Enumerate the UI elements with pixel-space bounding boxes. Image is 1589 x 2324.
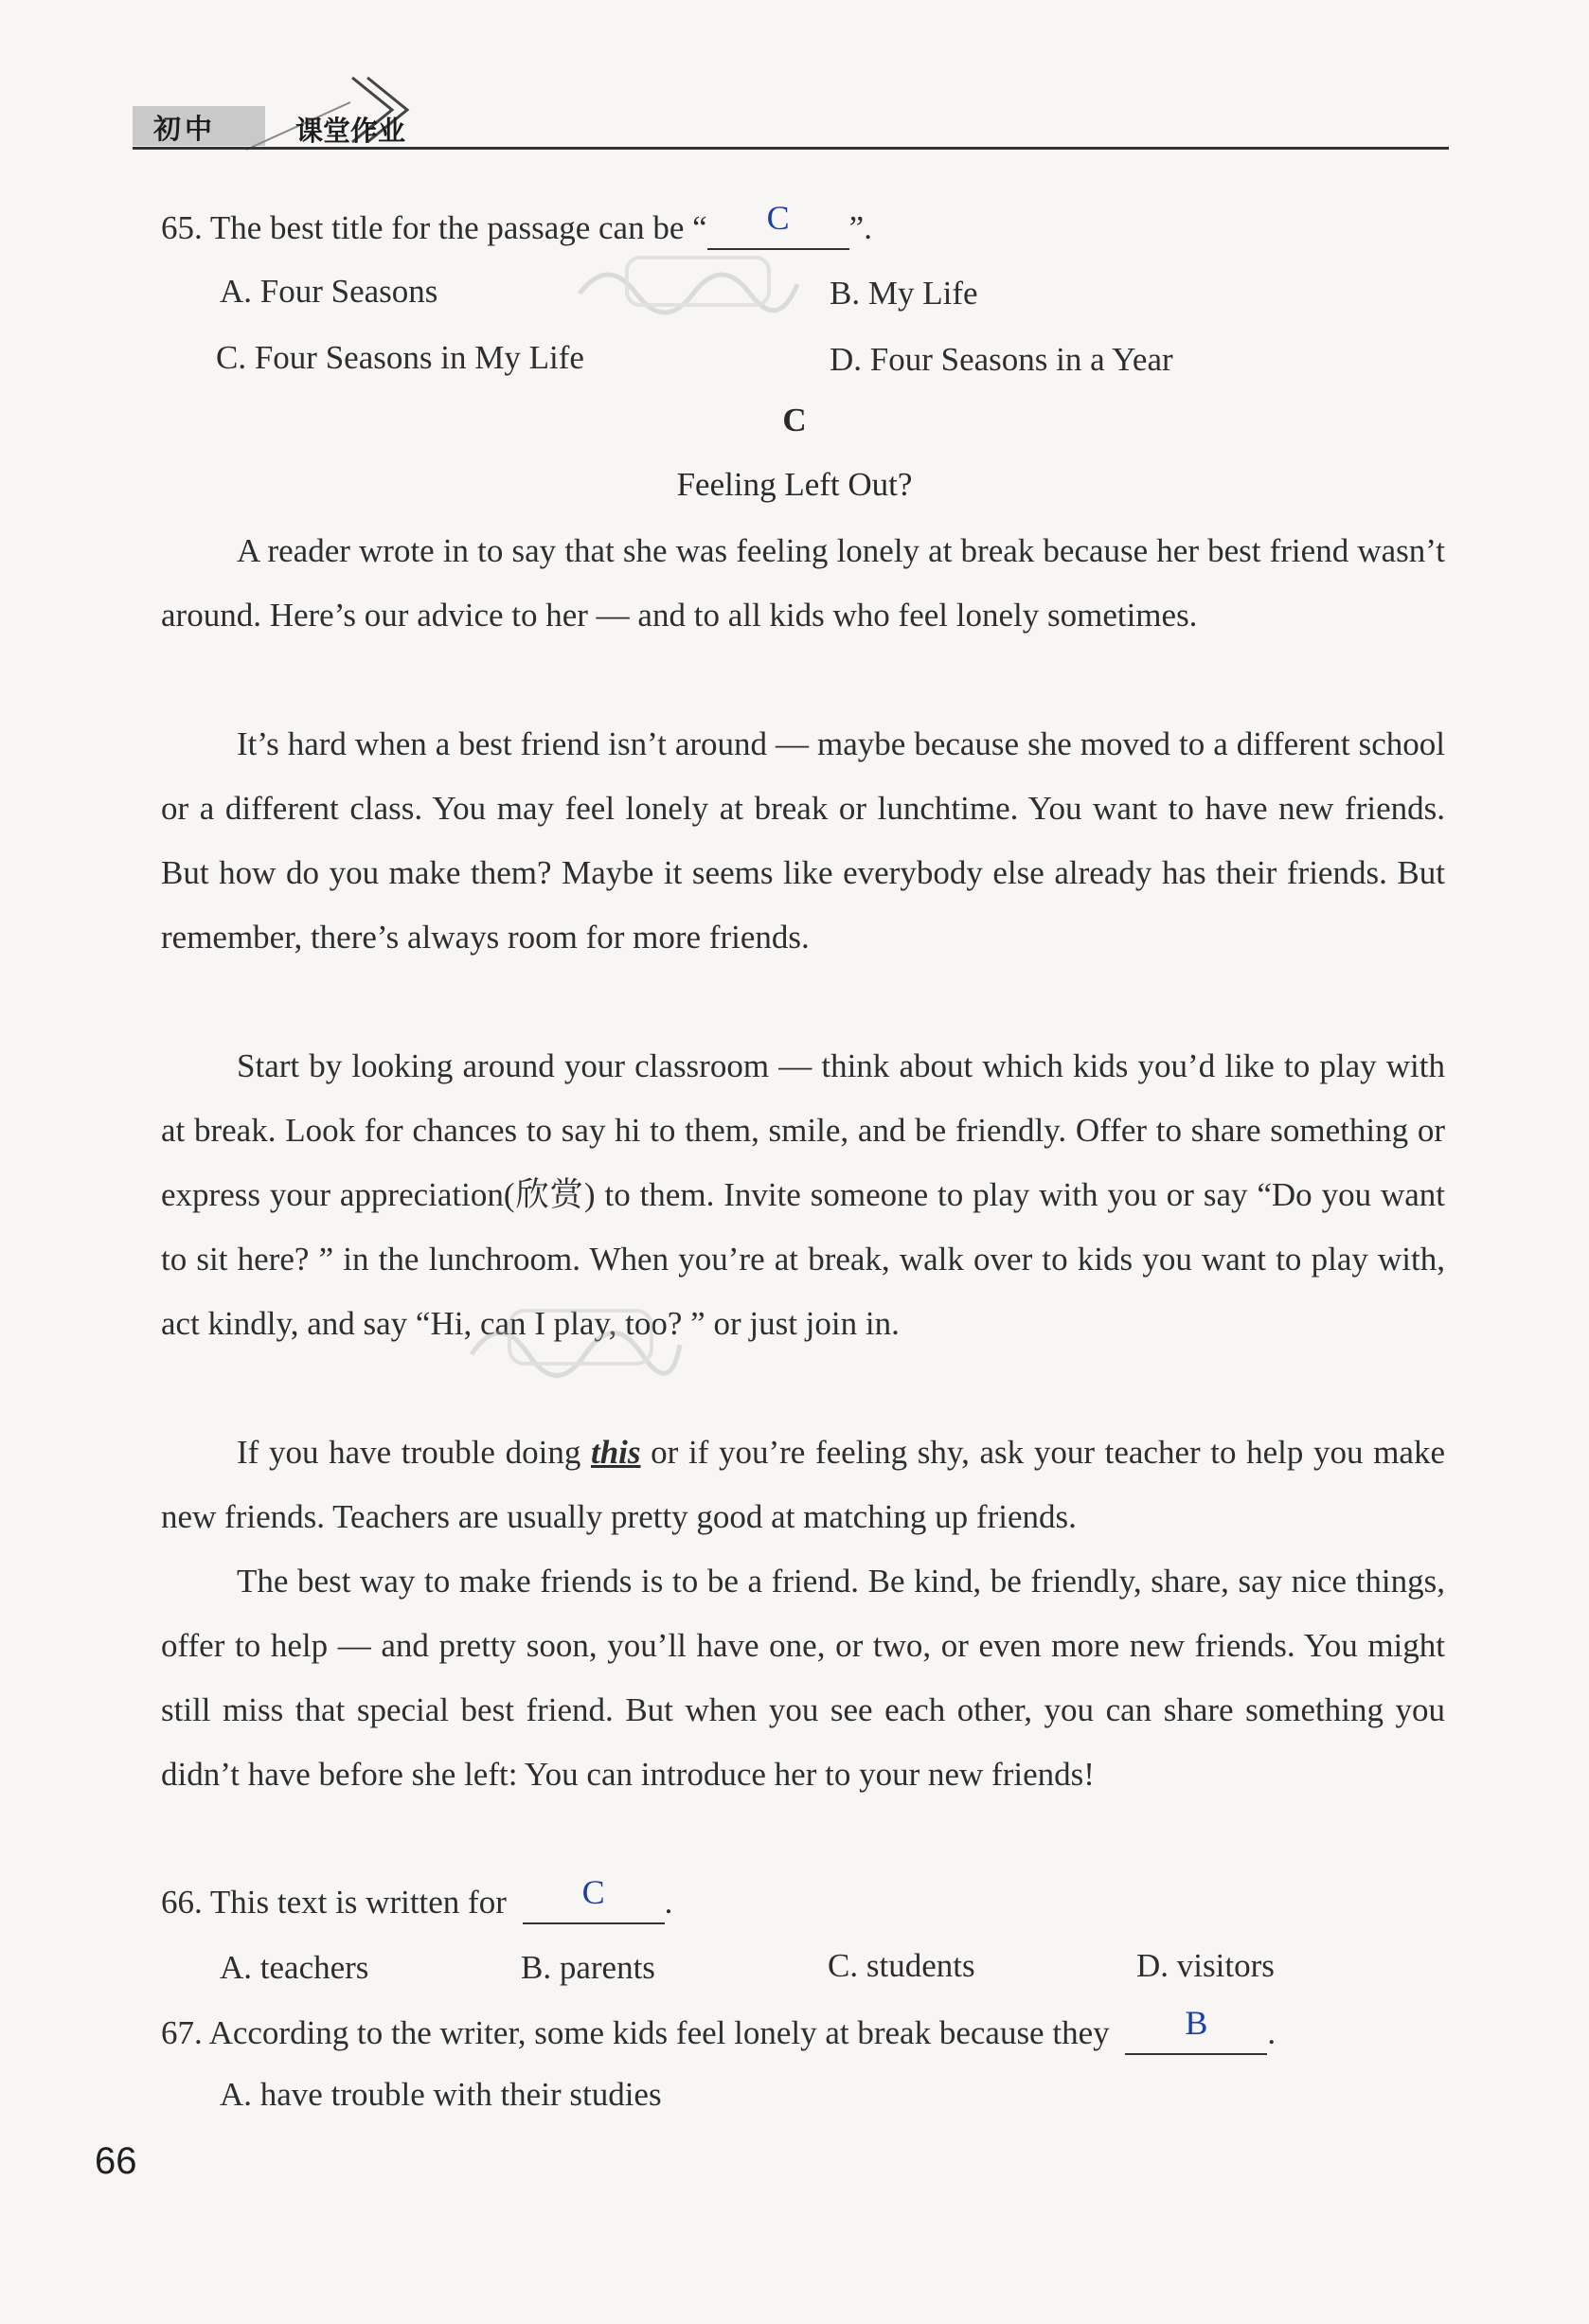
- watermark-logo-icon: [570, 246, 807, 322]
- question-67-prompt: 67. According to the writer, some kids feel lonely at break because they: [161, 2014, 1110, 2051]
- question-65-blank: [707, 199, 849, 250]
- question-65-answer: C: [766, 199, 790, 237]
- highlighted-word-this: this: [590, 1434, 641, 1471]
- header-rule: [133, 147, 1449, 150]
- question-65-option-d: D. Four Seasons in a Year: [830, 341, 1173, 378]
- question-65-option-a: A. Four Seasons: [220, 273, 438, 310]
- passage-title: Feeling Left Out?: [676, 466, 913, 503]
- question-66: [161, 1873, 673, 1923]
- question-67: [161, 2004, 1277, 2054]
- question-66-blank: [523, 1873, 665, 1924]
- question-67-option-a: A. have trouble with their studies: [220, 2076, 662, 2113]
- question-67-answer: B: [1185, 2004, 1208, 2042]
- question-65: [161, 199, 872, 249]
- passage-paragraph-5: The best way to make friends is to be a friend. Be kind, be friendly, share, say nice things, offer to help — and pretty soon, you’ll have one, or two, or even more new friends. You might still miss that special best friend. But when you see each other, you can share something you didn’t have before she left: You can introduce her to your new friends!: [161, 1563, 1445, 1793]
- question-65-suffix: ”.: [848, 209, 872, 246]
- question-65-option-b: B. My Life: [830, 275, 978, 312]
- passage-paragraph-1: A reader wrote in to say that she was feeling lonely at break because her best friend wasn’t around. Here’s our advice to her — and to all kids who feel lonely sometimes.: [161, 532, 1445, 634]
- page-header: [133, 68, 1449, 150]
- paragraph-4-text-end: or if you’re feeling shy, ask your teacher to help you make new friends. Teachers are usually pretty good at matching up friends.: [161, 1434, 1445, 1535]
- passage-paragraph-3: Start by looking around your classroom — think about which kids you’d like to play with at break. Look for chances to say hi to them, smile, and be friendly. Offer to share something or express your appreciation(欣赏) to them. Invite someone to play with you or say “Do you want to sit here? ” in the lunchroom. When you’re at break, walk over to kids you want to play with, act kindly, and say “Hi, can I play, too? ” or just join in.: [161, 1047, 1445, 1342]
- question-65-prompt: 65. The best title for the passage can be “: [161, 209, 707, 246]
- question-66-option-b: B. parents: [521, 1949, 655, 1986]
- question-66-option-a: A. teachers: [220, 1949, 369, 1986]
- page-number: 66: [95, 2140, 137, 2182]
- question-66-option-c: C. students: [828, 1947, 975, 1984]
- question-65-option-c: C. Four Seasons in My Life: [216, 339, 584, 376]
- header-level-label: 初中: [153, 113, 217, 145]
- passage-label: C: [782, 402, 807, 438]
- question-66-suffix: .: [664, 1884, 673, 1921]
- question-67-suffix: .: [1267, 2014, 1277, 2051]
- paragraph-4-text-start: If you have trouble doing: [237, 1434, 591, 1471]
- question-66-answer: C: [581, 1873, 605, 1911]
- question-66-option-d: D. visitors: [1136, 1947, 1275, 1984]
- passage-paragraph-2: It’s hard when a best friend isn’t around — maybe because she moved to a different school or a different class. You may feel lonely at break or lunchtime. You want to have new friends. But how do you make them? Maybe it seems like everybody else already has their friends. But remember, there’s always room for more friends.: [161, 725, 1445, 956]
- watermark-logo-icon-2: [462, 1297, 689, 1383]
- header-section-title: 课堂作业: [295, 115, 406, 147]
- question-66-prompt: 66. This text is written for: [161, 1884, 507, 1921]
- passage-paragraph-4: [161, 1421, 1445, 1549]
- question-67-blank: [1125, 2004, 1267, 2055]
